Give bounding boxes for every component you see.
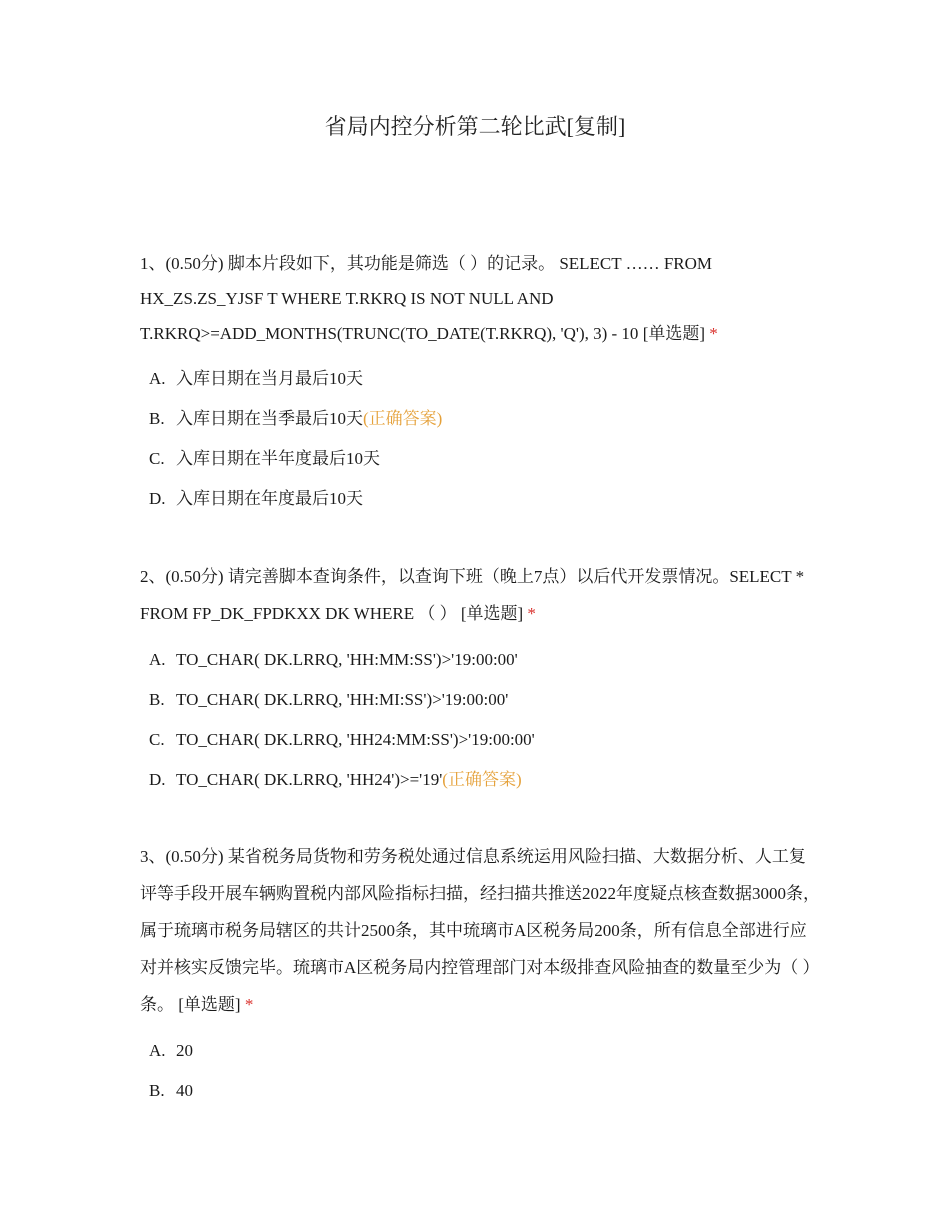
question-number: 1、 xyxy=(140,254,166,273)
option-b xyxy=(140,1071,820,1111)
question-text xyxy=(140,558,820,632)
option-letter: D. xyxy=(149,770,166,789)
required-mark: * xyxy=(709,324,718,343)
option-c xyxy=(140,720,820,760)
option-list xyxy=(140,359,820,519)
option-a xyxy=(140,640,820,680)
option-text: TO_CHAR( DK.LRRQ, 'HH24:MM:SS')>'19:00:00' xyxy=(176,730,535,749)
option-letter: B. xyxy=(149,690,165,709)
option-d xyxy=(140,760,820,800)
option-text: 入库日期在当季最后10天 xyxy=(176,409,363,428)
option-a xyxy=(140,1031,820,1071)
question-score: (0.50分) xyxy=(165,847,224,866)
question-body: 请完善脚本查询条件，以查询下班（晚上7点）以后代开发票情况。SELECT * FROM FP_DK_FPDKXX DK WHERE （ ） xyxy=(140,567,805,623)
page-title: 省局内控分析第二轮比武[复制] xyxy=(324,114,626,139)
required-mark: * xyxy=(244,995,254,1014)
option-b xyxy=(140,680,820,720)
question-body: 某省税务局货物和劳务税处通过信息系统运用风险扫描、大数据分析、人工复评等手段开展车辆购置税内部风险指标扫描，经扫描共推送2022年度疑点核查数据3000条，属于琉璃市税务局辖区的共计2500条，其中琉璃市A区税务局200条，所有信息全部进行应对并核实反馈完毕。琉璃市A区税务局内控管理部门对本级排查风险抽查的数量至少为（ ）条。 xyxy=(140,847,820,1014)
option-list xyxy=(140,640,820,800)
question-number: 2、 xyxy=(140,567,166,586)
question-1 xyxy=(140,246,820,519)
option-letter: B. xyxy=(149,409,165,428)
question-number: 3、 xyxy=(140,847,166,866)
option-list xyxy=(140,1031,820,1111)
option-text: TO_CHAR( DK.LRRQ, 'HH:MM:SS')>'19:00:00' xyxy=(176,650,518,669)
question-text xyxy=(140,246,820,351)
option-a xyxy=(140,359,820,399)
option-text: TO_CHAR( DK.LRRQ, 'HH24')>='19' xyxy=(176,770,443,789)
correct-answer-tag: (正确答案) xyxy=(442,770,522,789)
option-b xyxy=(140,399,820,439)
option-letter: A. xyxy=(149,650,166,669)
required-mark: * xyxy=(527,604,536,623)
question-type: [单选题] xyxy=(642,324,706,343)
option-letter: A. xyxy=(149,1041,166,1060)
option-letter: C. xyxy=(149,449,165,468)
option-letter: B. xyxy=(149,1081,165,1100)
question-text xyxy=(140,838,820,1023)
option-text: 入库日期在年度最后10天 xyxy=(176,489,363,508)
option-text: 入库日期在当月最后10天 xyxy=(176,369,363,388)
option-letter: C. xyxy=(149,730,165,749)
question-body: 脚本片段如下，其功能是筛选（ ）的记录。 SELECT …… FROM HX_ZS.ZS_YJSF T WHERE T.RKRQ IS NOT NULL AND T.RKRQ>=ADD_MONTHS(TRUNC(TO_DATE(T.RKRQ), 'Q'), 3) - 10 xyxy=(140,254,713,343)
option-letter: D. xyxy=(149,489,166,508)
option-letter: A. xyxy=(149,369,166,388)
question-type: [单选题] xyxy=(178,995,241,1014)
question-score: (0.50分) xyxy=(165,254,224,273)
option-text: 40 xyxy=(176,1081,193,1100)
option-d xyxy=(140,479,820,519)
question-type: [单选题] xyxy=(460,604,524,623)
question-score: (0.50分) xyxy=(165,567,224,586)
option-text: TO_CHAR( DK.LRRQ, 'HH:MI:SS')>'19:00:00' xyxy=(176,690,509,709)
question-2 xyxy=(140,558,820,800)
correct-answer-tag: (正确答案) xyxy=(363,409,443,428)
option-c xyxy=(140,439,820,479)
option-text: 20 xyxy=(176,1041,193,1060)
question-3 xyxy=(140,838,820,1111)
option-text: 入库日期在半年度最后10天 xyxy=(176,449,380,468)
